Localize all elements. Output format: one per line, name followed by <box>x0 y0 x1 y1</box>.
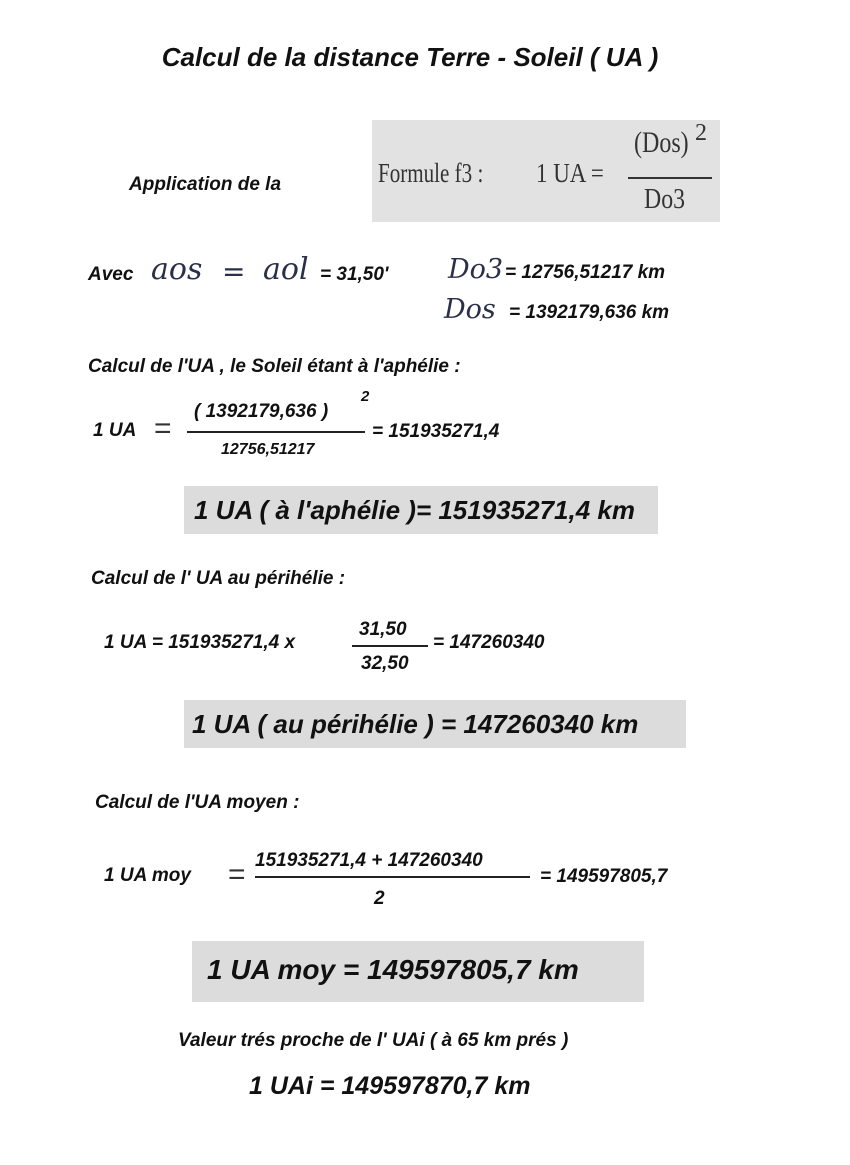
aphelie-fraction-bar <box>187 431 365 433</box>
avec-label: Avec <box>88 264 134 285</box>
perihelie-heading: Calcul de l' UA au périhélie : <box>91 568 346 589</box>
formula-name: Formule f3 : <box>378 158 484 188</box>
aphelie-denominator: 12756,51217 <box>221 441 315 458</box>
moyen-equals-sign: = <box>228 858 246 891</box>
perihelie-numerator: 31,50 <box>359 619 407 640</box>
alpha-os-symbol: aos <box>151 252 203 287</box>
perihelie-fraction-bar <box>352 645 428 647</box>
aphelie-highlight-text: 1 UA ( à l'aphélie )= 151935271,4 km <box>194 495 635 525</box>
moyen-numerator: 151935271,4 + 147260340 <box>255 850 483 871</box>
aphelie-numerator: ( 1392179,636 ) <box>194 401 329 422</box>
moyen-highlight-box <box>192 941 644 1002</box>
formula-lhs: 1 UA = <box>536 158 604 188</box>
final-uai-value: 1 UAi = 149597870,7 km <box>249 1072 531 1100</box>
perihelie-highlight-text: 1 UA ( au périhélie ) = 147260340 km <box>192 709 639 739</box>
formula-fraction-bar <box>628 177 712 179</box>
moyen-result: = 149597805,7 <box>540 866 668 887</box>
conclusion-note: Valeur trés proche de l' UAi ( à 65 km prés ) <box>178 1030 569 1051</box>
page-title: Calcul de la distance Terre - Soleil ( UA ) <box>161 42 659 72</box>
formula-f3-box <box>372 120 720 222</box>
dos-value: = 1392179,636 km <box>509 302 670 323</box>
application-label: Application de la <box>129 174 282 195</box>
aphelie-highlight-box <box>184 486 658 534</box>
perihelie-result: = 147260340 <box>433 632 545 653</box>
alpha-ol-symbol: aol <box>263 252 309 287</box>
moyen-heading: Calcul de l'UA moyen : <box>95 792 300 813</box>
formula-exponent: 2 <box>695 120 707 146</box>
aphelie-equals-sign: = <box>154 412 172 445</box>
formula-denominator: Do3 <box>644 184 685 215</box>
aphelie-exponent: 2 <box>361 388 370 405</box>
perihelie-highlight-box <box>184 700 686 748</box>
perihelie-denominator: 32,50 <box>361 653 409 674</box>
aphelie-lhs: 1 UA <box>93 420 137 441</box>
perihelie-lhs: 1 UA = 151935271,4 x <box>104 632 296 653</box>
do3-symbol: Do3 <box>448 254 504 285</box>
aphelie-result: = 151935271,4 <box>372 421 500 442</box>
aphelie-heading: Calcul de l'UA , le Soleil étant à l'aphélie : <box>88 356 461 377</box>
do3-value: = 12756,51217 km <box>505 262 666 283</box>
dos-symbol: Dos <box>444 294 496 325</box>
moyen-denominator: 2 <box>374 888 385 909</box>
symbol-equals: = <box>222 255 246 288</box>
angle-value: = 31,50' <box>320 264 389 285</box>
moyen-lhs: 1 UA moy <box>104 865 191 886</box>
moyen-highlight-text: 1 UA moy = 149597805,7 km <box>207 954 579 985</box>
moyen-fraction-bar <box>255 876 530 878</box>
formula-numerator: (Dos) <box>634 126 689 159</box>
